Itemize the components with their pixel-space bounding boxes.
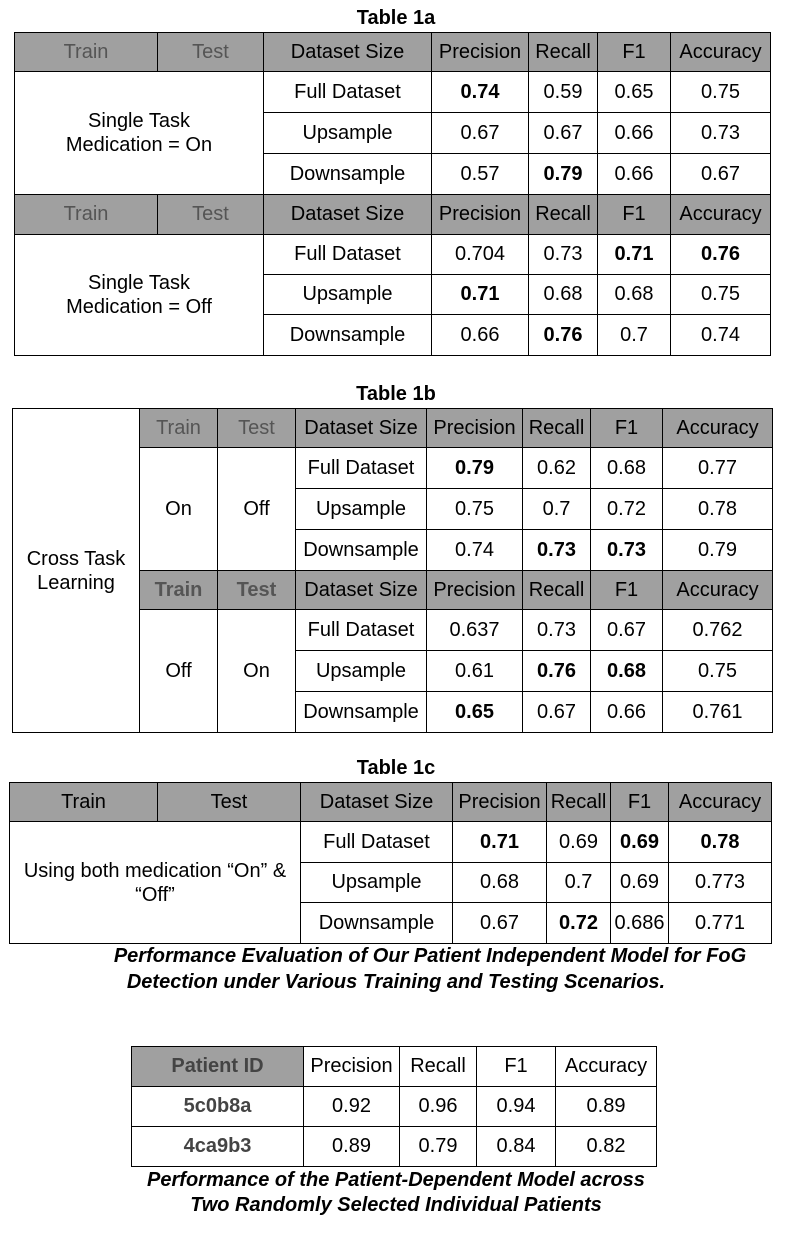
header-recall: Recall [523, 571, 591, 610]
table-header-row [13, 409, 773, 448]
cell-precision: 0.71 [432, 275, 529, 315]
header-recall: Recall [523, 409, 591, 448]
table-row [132, 1127, 657, 1167]
header-train: Train [15, 33, 158, 72]
cell-dataset-size: Upsample [296, 651, 427, 692]
cell-accuracy: 0.89 [556, 1087, 657, 1127]
cell-accuracy: 0.77 [663, 448, 773, 489]
cell-accuracy: 0.78 [669, 822, 772, 863]
cell-accuracy: 0.762 [663, 610, 773, 651]
header-precision: Precision [432, 195, 529, 235]
header-precision: Precision [453, 783, 547, 822]
cell-accuracy: 0.75 [671, 72, 771, 113]
header-precision: Precision [432, 33, 529, 72]
cell-train: On [140, 448, 218, 571]
cell-f1: 0.66 [591, 692, 663, 733]
header-precision: Precision [427, 571, 523, 610]
header-f1: F1 [598, 195, 671, 235]
cell-f1: 0.68 [598, 275, 671, 315]
header-train: Train [10, 783, 158, 822]
header-precision: Precision [304, 1047, 400, 1087]
header-recall: Recall [400, 1047, 477, 1087]
table-row [10, 822, 772, 863]
table-1c-caption-line-2: Detection under Various Training and Testing Scenarios. [126, 971, 666, 993]
cell-patient-id: 5c0b8a [132, 1087, 304, 1127]
cell-f1: 0.69 [611, 822, 669, 863]
cell-accuracy: 0.79 [663, 530, 773, 571]
cell-dataset-size: Downsample [301, 903, 453, 944]
cell-f1: 0.7 [598, 315, 671, 356]
cell-precision: 0.67 [432, 113, 529, 154]
cell-dataset-size: Full Dataset [301, 822, 453, 863]
cell-accuracy: 0.78 [663, 489, 773, 530]
header-precision: Precision [427, 409, 523, 448]
cell-recall: 0.67 [529, 113, 598, 154]
cell-recall: 0.69 [547, 822, 611, 863]
cell-recall: 0.76 [529, 315, 598, 356]
header-recall: Recall [529, 33, 598, 72]
cell-recall: 0.73 [523, 530, 591, 571]
cell-accuracy: 0.773 [669, 863, 772, 903]
cell-accuracy: 0.82 [556, 1127, 657, 1167]
header-test: Test [158, 33, 264, 72]
table-row [15, 235, 771, 275]
cell-recall: 0.72 [547, 903, 611, 944]
group-label: Using both medication “On” & “Off” [10, 822, 301, 944]
cell-recall: 0.7 [523, 489, 591, 530]
cell-accuracy: 0.761 [663, 692, 773, 733]
table-header-row [10, 783, 772, 822]
cell-accuracy: 0.75 [671, 275, 771, 315]
cell-dataset-size: Downsample [296, 530, 427, 571]
header-test: Test [158, 783, 301, 822]
cell-precision: 0.57 [432, 154, 529, 195]
header-test: Test [158, 195, 264, 235]
header-accuracy: Accuracy [663, 409, 773, 448]
cell-dataset-size: Full Dataset [264, 235, 432, 275]
table-1c-title: Table 1c [356, 757, 436, 779]
header-recall: Recall [529, 195, 598, 235]
table-1a-title: Table 1a [356, 7, 436, 29]
header-dataset-size: Dataset Size [296, 571, 427, 610]
table-2-caption-line-2: Two Randomly Selected Individual Patients [190, 1194, 602, 1216]
cell-f1: 0.65 [598, 72, 671, 113]
cell-recall: 0.76 [523, 651, 591, 692]
header-test: Test [218, 571, 296, 610]
cell-f1: 0.68 [591, 448, 663, 489]
cell-precision: 0.61 [427, 651, 523, 692]
cell-f1: 0.67 [591, 610, 663, 651]
header-train: Train [140, 571, 218, 610]
cell-recall: 0.73 [523, 610, 591, 651]
header-patient-id: Patient ID [132, 1047, 304, 1087]
header-f1: F1 [591, 571, 663, 610]
table-2-caption-line-1: Performance of the Patient-Dependent Model across [147, 1169, 645, 1191]
cell-dataset-size: Upsample [264, 113, 432, 154]
cell-f1: 0.66 [598, 154, 671, 195]
cell-train: Off [140, 610, 218, 733]
cell-dataset-size: Upsample [264, 275, 432, 315]
cell-recall: 0.96 [400, 1087, 477, 1127]
cell-precision: 0.67 [453, 903, 547, 944]
cell-f1: 0.94 [477, 1087, 556, 1127]
cell-f1: 0.68 [591, 651, 663, 692]
group-label: Single Task Medication = On [15, 72, 264, 195]
cell-precision: 0.79 [427, 448, 523, 489]
cell-test: Off [218, 448, 296, 571]
header-dataset-size: Dataset Size [264, 195, 432, 235]
header-dataset-size: Dataset Size [301, 783, 453, 822]
cell-accuracy: 0.67 [671, 154, 771, 195]
header-f1: F1 [611, 783, 669, 822]
cell-accuracy: 0.771 [669, 903, 772, 944]
table-header-row [15, 33, 771, 72]
cell-precision: 0.74 [432, 72, 529, 113]
cell-precision: 0.92 [304, 1087, 400, 1127]
table-row [15, 72, 771, 113]
cell-f1: 0.73 [591, 530, 663, 571]
cell-precision: 0.74 [427, 530, 523, 571]
cell-accuracy: 0.73 [671, 113, 771, 154]
cell-precision: 0.637 [427, 610, 523, 651]
table-1c [9, 782, 772, 944]
header-recall: Recall [547, 783, 611, 822]
cell-dataset-size: Downsample [296, 692, 427, 733]
header-train: Train [15, 195, 158, 235]
cell-precision: 0.66 [432, 315, 529, 356]
header-f1: F1 [598, 33, 671, 72]
cell-dataset-size: Full Dataset [296, 448, 427, 489]
cell-precision: 0.89 [304, 1127, 400, 1167]
cell-dataset-size: Full Dataset [264, 72, 432, 113]
group-label: Single Task Medication = Off [15, 235, 264, 356]
table-1b-title: Table 1b [356, 383, 436, 405]
cell-precision: 0.704 [432, 235, 529, 275]
table-1a [14, 32, 771, 356]
cell-accuracy: 0.76 [671, 235, 771, 275]
cell-recall: 0.62 [523, 448, 591, 489]
header-f1: F1 [591, 409, 663, 448]
cell-f1: 0.686 [611, 903, 669, 944]
table-header-row [15, 195, 771, 235]
cell-f1: 0.66 [598, 113, 671, 154]
table-1c-caption-line-1: Performance Evaluation of Our Patient Independent Model for FoG [113, 945, 747, 967]
header-dataset-size: Dataset Size [296, 409, 427, 448]
cell-dataset-size: Downsample [264, 154, 432, 195]
patient-dependent-table [131, 1046, 657, 1167]
cell-recall: 0.73 [529, 235, 598, 275]
cell-patient-id: 4ca9b3 [132, 1127, 304, 1167]
cell-f1: 0.69 [611, 863, 669, 903]
cell-f1: 0.71 [598, 235, 671, 275]
cell-precision: 0.65 [427, 692, 523, 733]
header-accuracy: Accuracy [669, 783, 772, 822]
cell-precision: 0.71 [453, 822, 547, 863]
header-accuracy: Accuracy [556, 1047, 657, 1087]
header-train: Train [140, 409, 218, 448]
cell-dataset-size: Upsample [296, 489, 427, 530]
cell-recall: 0.68 [529, 275, 598, 315]
cell-recall: 0.7 [547, 863, 611, 903]
cell-dataset-size: Full Dataset [296, 610, 427, 651]
table-header-row [132, 1047, 657, 1087]
cell-precision: 0.68 [453, 863, 547, 903]
header-f1: F1 [477, 1047, 556, 1087]
cell-test: On [218, 610, 296, 733]
header-accuracy: Accuracy [671, 195, 771, 235]
cell-f1: 0.72 [591, 489, 663, 530]
cell-accuracy: 0.74 [671, 315, 771, 356]
header-accuracy: Accuracy [671, 33, 771, 72]
cell-f1: 0.84 [477, 1127, 556, 1167]
side-label: Cross Task Learning [13, 409, 140, 733]
cell-recall: 0.79 [529, 154, 598, 195]
cell-precision: 0.75 [427, 489, 523, 530]
header-accuracy: Accuracy [663, 571, 773, 610]
cell-dataset-size: Downsample [264, 315, 432, 356]
header-dataset-size: Dataset Size [264, 33, 432, 72]
cell-accuracy: 0.75 [663, 651, 773, 692]
cell-dataset-size: Upsample [301, 863, 453, 903]
header-test: Test [218, 409, 296, 448]
cell-recall: 0.67 [523, 692, 591, 733]
cell-recall: 0.79 [400, 1127, 477, 1167]
table-1b [12, 408, 773, 733]
cell-recall: 0.59 [529, 72, 598, 113]
table-row [132, 1087, 657, 1127]
